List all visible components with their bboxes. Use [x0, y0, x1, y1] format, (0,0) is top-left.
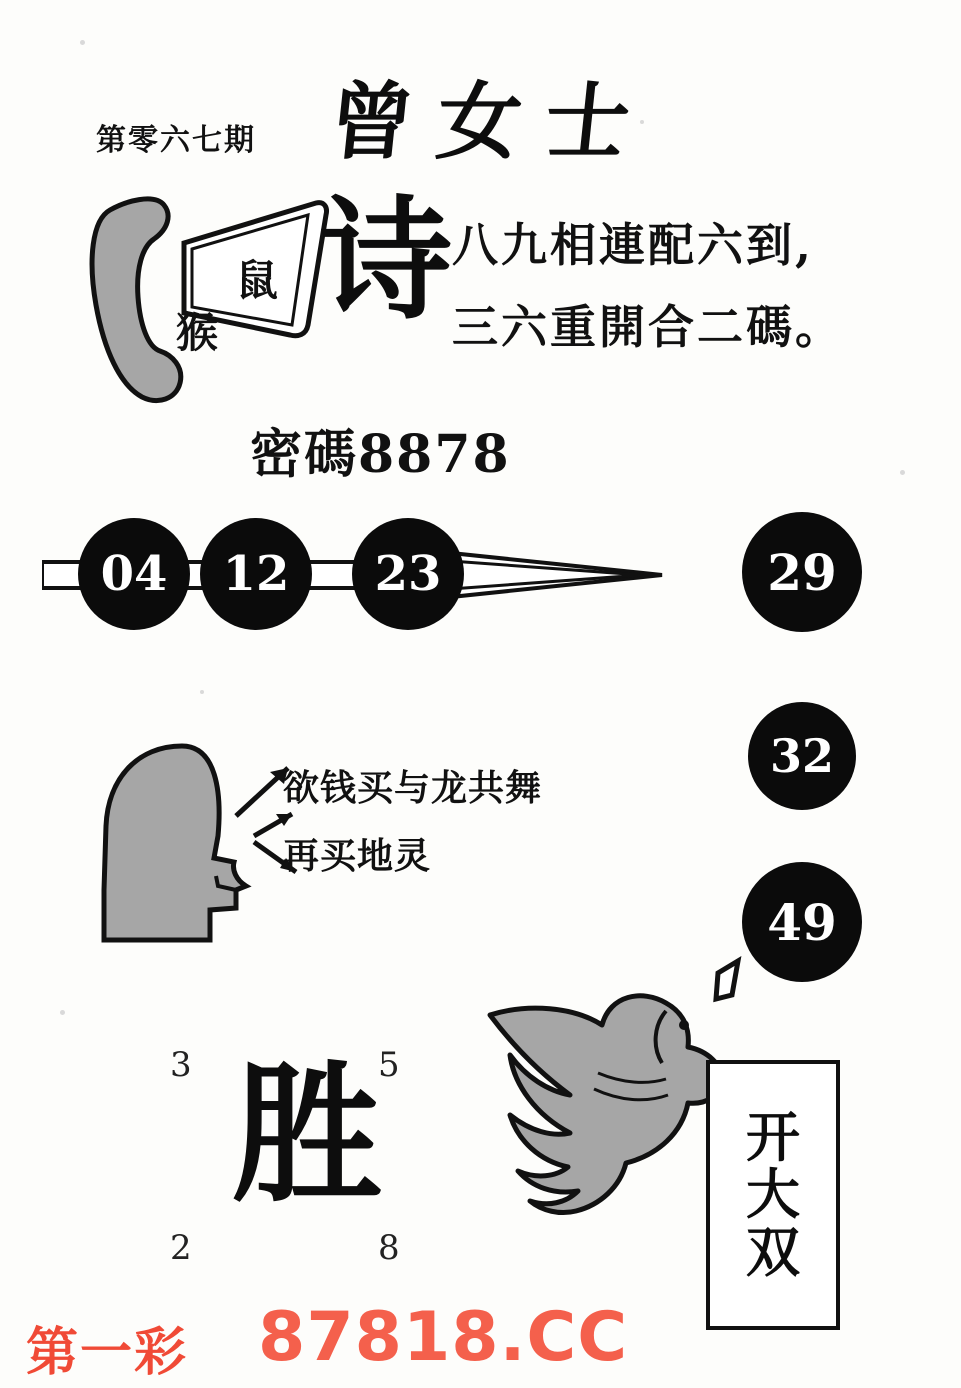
- poem-line-1: 八九相連配六到,: [452, 218, 815, 272]
- issue-label: 第零六七期: [96, 123, 256, 158]
- number-ball: 49: [742, 862, 862, 982]
- speech-line-1: 欲钱买与龙共舞: [283, 767, 543, 809]
- paper-speck: [900, 470, 905, 475]
- password-label: 密碼8878: [250, 424, 511, 485]
- riddle-character: 胜: [232, 1047, 383, 1223]
- poem-line-2: 三六重開合二碼。: [452, 300, 844, 354]
- brand-title: 曾女士: [324, 72, 659, 171]
- footer-brand: 第一彩: [26, 1322, 189, 1383]
- number-ball: 23: [352, 518, 464, 630]
- corner-digit-bottom-right: 8: [378, 1228, 400, 1268]
- paper-speck: [80, 40, 85, 45]
- corner-digit-top-right: 5: [378, 1045, 400, 1085]
- number-ball: 32: [748, 702, 856, 810]
- corner-digit-top-left: 3: [170, 1045, 192, 1085]
- vertical-phrase-char: 双: [746, 1219, 800, 1284]
- number-ball: 04: [78, 518, 190, 630]
- speech-line-2: 再买地灵: [283, 835, 432, 877]
- corner-digit-bottom-left: 2: [170, 1228, 192, 1268]
- vertical-phrase-char: 大: [746, 1162, 800, 1227]
- paper-speck: [200, 690, 204, 694]
- number-ball: 29: [742, 512, 862, 632]
- footer-url: 87818.CC: [258, 1298, 629, 1377]
- number-ball: 12: [200, 518, 312, 630]
- vertical-phrase-char: 开: [746, 1105, 800, 1170]
- paper-speck: [60, 1010, 65, 1015]
- vertical-phrase-box: [706, 1060, 840, 1330]
- zodiac-monkey: 猴: [176, 308, 219, 357]
- shi-character: 诗: [320, 183, 452, 338]
- zodiac-rat: 鼠: [236, 256, 279, 305]
